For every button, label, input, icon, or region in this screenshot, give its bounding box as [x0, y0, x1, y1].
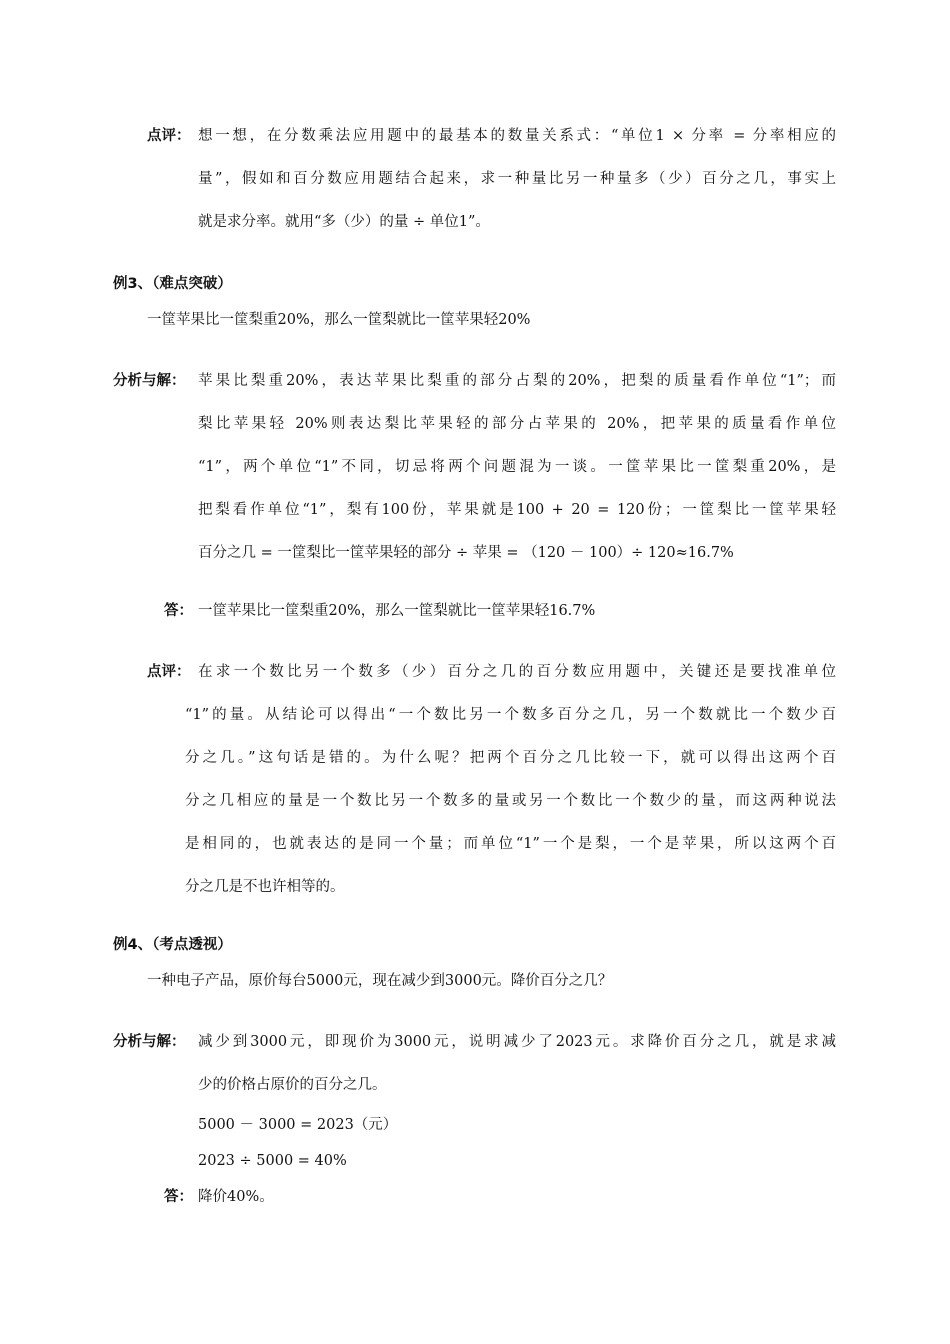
example-3-analysis: [0, 360, 950, 575]
review-text-line: “1”的量。从结论可以得出“一个数比另一个数多百分之几，另一个数就比一个数少百: [185, 707, 836, 723]
review-text-line: 想一想，在分数乘法应用题中的最基本的数量关系式：“单位1 × 分率 = 分率相应的: [198, 128, 836, 144]
example-4-heading: 例4、（考点透视）: [113, 937, 232, 953]
review-label: 点评：: [147, 664, 191, 680]
review-text-line: 分之几是不也许相等的。: [185, 879, 345, 895]
example-4-heading-block: [0, 927, 950, 999]
analysis-label: 分析与解：: [113, 1034, 186, 1050]
review-line: [0, 866, 950, 909]
analysis-line: [0, 446, 950, 489]
example-4-question: 一种电子产品，原价每台5000元，现在减少到3000元。降价百分之几？: [147, 973, 613, 989]
analysis-text-line: 减少到3000元，即现价为3000元，说明减少了2023元。求降价百分之几，就是求减: [198, 1034, 836, 1050]
example-3-heading-row: [0, 266, 950, 302]
review-section-1: [0, 115, 950, 244]
example-3-question-row: [0, 302, 950, 338]
review-text-line: 量”，假如和百分数应用题结合起来，求一种量比另一种量多（少）百分之几，事实上: [198, 171, 836, 187]
answer-row: [0, 590, 950, 633]
review-text-line: 是相同的，也就表达的是同一个量；而单位“1”一个是梨，一个是苹果，所以这两个百: [185, 836, 836, 852]
analysis-label: 分析与解：: [113, 373, 186, 389]
review-1-line-3: [0, 201, 950, 244]
answer-label: 答：: [164, 1189, 193, 1205]
review-line: [0, 780, 950, 823]
review-line: [0, 651, 950, 694]
review-line: [0, 694, 950, 737]
calc-line: [0, 1107, 950, 1143]
analysis-text-line: 少的价格占原价的百分之几。: [198, 1077, 387, 1093]
analysis-text-line: “1”，两个单位“1”不同，切忌将两个问题混为一谈。一筐苹果比一筐梨重20%，是: [198, 459, 836, 475]
example-3-question: 一筐苹果比一筐梨重20%，那么一筐梨就比一筐苹果轻20%: [147, 312, 531, 328]
analysis-line: [0, 403, 950, 446]
analysis-line: [0, 1021, 950, 1064]
analysis-line: [0, 489, 950, 532]
analysis-line: [0, 1064, 950, 1107]
calc-text-line: 2023 ÷ 5000 = 40%: [198, 1153, 347, 1169]
calc-line: [0, 1143, 950, 1179]
review-text-line: 分之几。”这句话是错的。为什么呢？把两个百分之几比较一下，就可以得出这两个百: [185, 750, 836, 766]
analysis-text-line: 把梨看作单位“1”，梨有100份，苹果就是100 + 20 = 120份；一筐梨比一筐苹果轻: [198, 502, 836, 518]
answer-row: [0, 1179, 950, 1215]
example-4-heading-row: [0, 927, 950, 963]
answer-text: 一筐苹果比一筐梨重20%，那么一筐梨就比一筐苹果轻16.7%: [198, 603, 596, 619]
review-text-line: 分之几相应的量是一个数比另一个数多的量或另一个数比一个数少的量，而这两种说法: [185, 793, 836, 809]
example-3-heading-block: [0, 266, 950, 338]
review-line: [0, 823, 950, 866]
review-1-line-1: [0, 115, 950, 158]
review-text-line: 就是求分率。就用“多（少）的量 ÷ 单位1”。: [198, 214, 490, 230]
analysis-text-line: 百分之几 = 一筐梨比一筐苹果轻的部分 ÷ 苹果 = （120 － 100）÷ 120≈16.7%: [198, 545, 734, 561]
review-label: 点评：: [147, 128, 191, 144]
example-3-heading: 例3、（难点突破）: [113, 276, 232, 292]
review-line: [0, 737, 950, 780]
example-3-review: [0, 651, 950, 909]
analysis-line: [0, 532, 950, 575]
example-3-answer: [0, 590, 950, 633]
analysis-text-line: 梨比苹果轻 20%则表达梨比苹果轻的部分占苹果的 20%，把苹果的质量看作单位: [198, 416, 836, 432]
analysis-line: [0, 360, 950, 403]
example-4-analysis: [0, 1021, 950, 1215]
analysis-text-line: 苹果比梨重20%，表达苹果比梨重的部分占梨的20%，把梨的质量看作单位“1”；而: [198, 373, 836, 389]
answer-label: 答：: [164, 603, 193, 619]
example-4-question-row: [0, 963, 950, 999]
review-1-line-2: [0, 158, 950, 201]
review-text-line: 在求一个数比另一个数多（少）百分之几的百分数应用题中，关键还是要找准单位: [198, 664, 836, 680]
calc-text-line: 5000 － 3000 = 2023（元）: [198, 1117, 398, 1133]
answer-text: 降价40%。: [198, 1189, 274, 1205]
